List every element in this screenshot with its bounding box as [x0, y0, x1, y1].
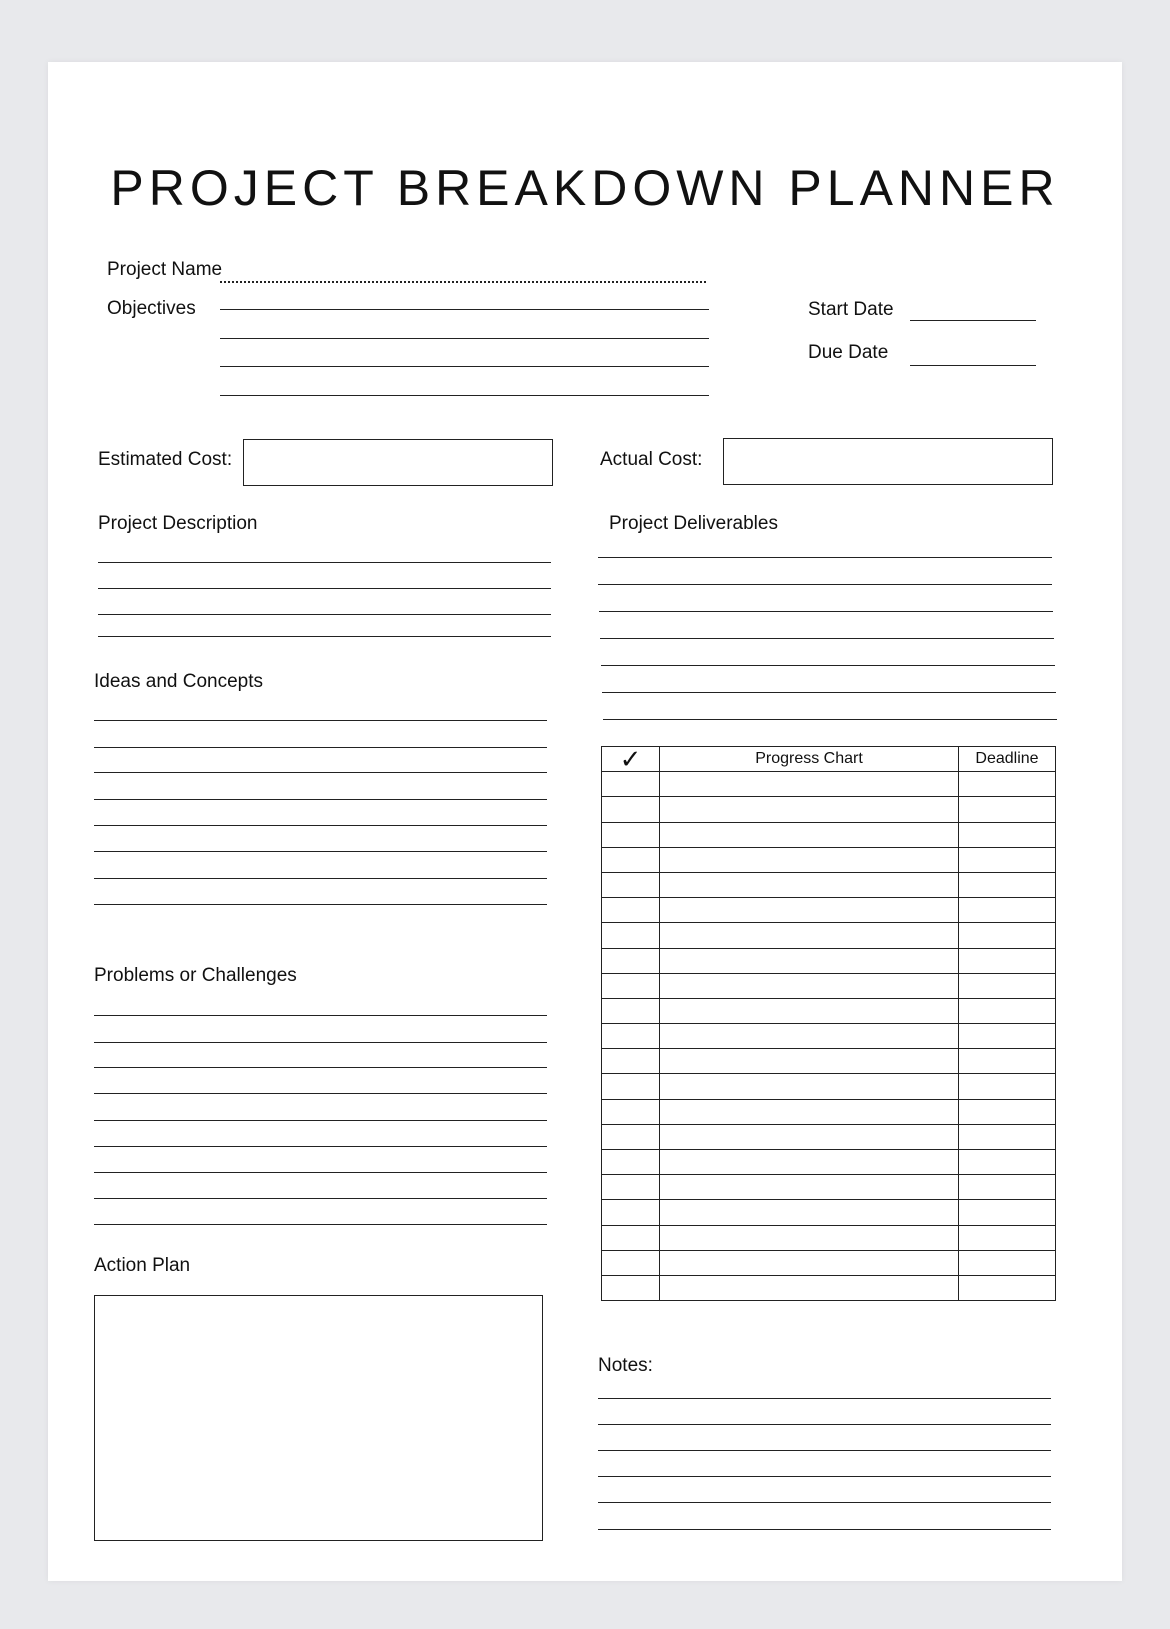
- ideas-and-concepts-line[interactable]: [94, 904, 547, 905]
- deadline-cell[interactable]: [959, 1250, 1056, 1275]
- problems-line[interactable]: [94, 1172, 547, 1173]
- progress-row: [602, 1250, 1056, 1275]
- checkbox-cell[interactable]: [602, 973, 660, 998]
- deadline-cell[interactable]: [959, 1275, 1056, 1300]
- deadline-cell[interactable]: [959, 973, 1056, 998]
- deadline-cell[interactable]: [959, 923, 1056, 948]
- progress-cell[interactable]: [660, 898, 959, 923]
- deadline-cell[interactable]: [959, 1099, 1056, 1124]
- progress-row: [602, 1200, 1056, 1225]
- project-description-line[interactable]: [98, 636, 551, 637]
- problems-or-challenges-label: Problems or Challenges: [94, 965, 297, 986]
- ideas-and-concepts-line[interactable]: [94, 772, 547, 773]
- actual-cost-field[interactable]: [723, 438, 1053, 485]
- progress-cell[interactable]: [660, 1049, 959, 1074]
- project-deliverables-line[interactable]: [600, 638, 1054, 639]
- objectives-line[interactable]: [220, 366, 709, 367]
- problems-line[interactable]: [94, 1146, 547, 1147]
- project-description-line[interactable]: [98, 588, 551, 589]
- progress-row: [602, 948, 1056, 973]
- problems-line[interactable]: [94, 1224, 547, 1225]
- planner-sheet: [48, 62, 1122, 1581]
- deadline-cell[interactable]: [959, 1175, 1056, 1200]
- progress-row: [602, 872, 1056, 897]
- problems-line[interactable]: [94, 1042, 547, 1043]
- progress-row: [602, 1024, 1056, 1049]
- progress-row: [602, 1175, 1056, 1200]
- progress-cell[interactable]: [660, 1150, 959, 1175]
- progress-cell[interactable]: [660, 872, 959, 897]
- progress-row: [602, 822, 1056, 847]
- deadline-cell[interactable]: [959, 1200, 1056, 1225]
- deadline-cell[interactable]: [959, 872, 1056, 897]
- checkbox-cell[interactable]: [602, 822, 660, 847]
- deadline-cell[interactable]: [959, 1074, 1056, 1099]
- progress-cell[interactable]: [660, 948, 959, 973]
- checkbox-cell[interactable]: [602, 872, 660, 897]
- project-deliverables-label: Project Deliverables: [609, 513, 778, 534]
- ideas-and-concepts-line[interactable]: [94, 878, 547, 879]
- problems-line[interactable]: [94, 1198, 547, 1199]
- progress-row: [602, 998, 1056, 1023]
- due-date-label: Due Date: [808, 342, 889, 363]
- ideas-and-concepts-line[interactable]: [94, 747, 547, 748]
- notes-line[interactable]: [598, 1529, 1051, 1530]
- progress-cell[interactable]: [660, 1024, 959, 1049]
- notes-line[interactable]: [598, 1398, 1051, 1399]
- progress-row: [602, 1150, 1056, 1175]
- objectives-line[interactable]: [220, 338, 709, 339]
- progress-row: [602, 923, 1056, 948]
- problems-line[interactable]: [94, 1093, 547, 1094]
- action-plan-box[interactable]: [94, 1295, 543, 1541]
- deadline-cell[interactable]: [959, 1150, 1056, 1175]
- progress-row: [602, 973, 1056, 998]
- checkbox-cell[interactable]: [602, 948, 660, 973]
- deadline-header: Deadline: [959, 747, 1056, 772]
- progress-cell[interactable]: [660, 772, 959, 797]
- project-description-line[interactable]: [98, 562, 551, 563]
- notes-line[interactable]: [598, 1424, 1051, 1425]
- objectives-label: Objectives: [107, 298, 196, 319]
- checkbox-cell[interactable]: [602, 1150, 660, 1175]
- progress-cell[interactable]: [660, 923, 959, 948]
- progress-table-header: [602, 747, 1056, 772]
- deadline-cell[interactable]: [959, 847, 1056, 872]
- progress-row: [602, 1049, 1056, 1074]
- deadline-cell[interactable]: [959, 898, 1056, 923]
- checkbox-cell[interactable]: [602, 847, 660, 872]
- checkbox-cell[interactable]: [602, 1200, 660, 1225]
- ideas-and-concepts-line[interactable]: [94, 720, 547, 721]
- progress-cell[interactable]: [660, 1275, 959, 1300]
- deadline-cell[interactable]: [959, 1049, 1056, 1074]
- notes-line[interactable]: [598, 1476, 1051, 1477]
- deadline-cell[interactable]: [959, 797, 1056, 822]
- start-date-field[interactable]: [910, 320, 1036, 321]
- progress-chart-header: Progress Chart: [660, 747, 959, 772]
- progress-cell[interactable]: [660, 973, 959, 998]
- estimated-cost-field[interactable]: [243, 439, 553, 486]
- due-date-field[interactable]: [910, 365, 1036, 366]
- objectives-line[interactable]: [220, 309, 709, 310]
- ideas-and-concepts-line[interactable]: [94, 825, 547, 826]
- project-deliverables-line[interactable]: [601, 665, 1055, 666]
- ideas-and-concepts-label: Ideas and Concepts: [94, 671, 264, 692]
- ideas-and-concepts-line[interactable]: [94, 851, 547, 852]
- page-title: PROJECT BREAKDOWN PLANNER: [110, 160, 1060, 216]
- checkbox-cell[interactable]: [602, 1099, 660, 1124]
- checkbox-cell[interactable]: [602, 998, 660, 1023]
- problems-line[interactable]: [94, 1015, 547, 1016]
- project-deliverables-line[interactable]: [598, 584, 1052, 585]
- project-deliverables-line[interactable]: [599, 611, 1053, 612]
- checkbox-cell[interactable]: [602, 1024, 660, 1049]
- deadline-cell[interactable]: [959, 998, 1056, 1023]
- progress-row: [602, 1074, 1056, 1099]
- checkbox-cell[interactable]: [602, 1250, 660, 1275]
- notes-label: Notes:: [598, 1355, 653, 1376]
- progress-row: [602, 847, 1056, 872]
- progress-row: [602, 1124, 1056, 1149]
- progress-row: [602, 898, 1056, 923]
- checkbox-cell[interactable]: [602, 1049, 660, 1074]
- progress-row: [602, 797, 1056, 822]
- project-name-field[interactable]: [220, 281, 706, 283]
- progress-cell[interactable]: [660, 1250, 959, 1275]
- project-deliverables-line[interactable]: [598, 557, 1052, 558]
- progress-row: [602, 772, 1056, 797]
- checkbox-cell[interactable]: [602, 797, 660, 822]
- checkbox-cell[interactable]: [602, 1225, 660, 1250]
- checkbox-cell[interactable]: [602, 772, 660, 797]
- deadline-cell[interactable]: [959, 1024, 1056, 1049]
- checkbox-cell[interactable]: [602, 923, 660, 948]
- deadline-cell[interactable]: [959, 1124, 1056, 1149]
- progress-cell[interactable]: [660, 1200, 959, 1225]
- actual-cost-label: Actual Cost:: [600, 449, 703, 470]
- progress-cell[interactable]: [660, 1099, 959, 1124]
- project-description-line[interactable]: [98, 614, 551, 615]
- project-name-label: Project Name: [107, 259, 223, 280]
- progress-cell[interactable]: [660, 822, 959, 847]
- checkbox-cell[interactable]: [602, 1074, 660, 1099]
- notes-line[interactable]: [598, 1450, 1051, 1451]
- progress-cell[interactable]: [660, 847, 959, 872]
- progress-cell[interactable]: [660, 1175, 959, 1200]
- project-deliverables-line[interactable]: [603, 719, 1057, 720]
- problems-line[interactable]: [94, 1120, 547, 1121]
- progress-cell[interactable]: [660, 1074, 959, 1099]
- objectives-line[interactable]: [220, 395, 709, 396]
- progress-row: [602, 1099, 1056, 1124]
- progress-table: [601, 746, 1056, 1301]
- checkbox-cell[interactable]: [602, 1175, 660, 1200]
- progress-row: [602, 1225, 1056, 1250]
- progress-cell[interactable]: [660, 998, 959, 1023]
- checkbox-cell[interactable]: [602, 1124, 660, 1149]
- start-date-label: Start Date: [808, 299, 894, 320]
- progress-cell[interactable]: [660, 797, 959, 822]
- notes-line[interactable]: [598, 1502, 1051, 1503]
- checkbox-cell[interactable]: [602, 898, 660, 923]
- deadline-cell[interactable]: [959, 1225, 1056, 1250]
- project-deliverables-line[interactable]: [602, 692, 1056, 693]
- ideas-and-concepts-line[interactable]: [94, 799, 547, 800]
- progress-cell[interactable]: [660, 1225, 959, 1250]
- progress-cell[interactable]: [660, 1124, 959, 1149]
- problems-line[interactable]: [94, 1067, 547, 1068]
- checkbox-cell[interactable]: [602, 1275, 660, 1300]
- deadline-cell[interactable]: [959, 822, 1056, 847]
- progress-row: [602, 1275, 1056, 1300]
- project-description-label: Project Description: [98, 513, 258, 534]
- action-plan-label: Action Plan: [94, 1255, 191, 1276]
- progress-table-body: [602, 772, 1056, 1301]
- deadline-cell[interactable]: [959, 772, 1056, 797]
- estimated-cost-label: Estimated Cost:: [98, 449, 233, 470]
- deadline-cell[interactable]: [959, 948, 1056, 973]
- checkmark-icon: ✓: [602, 747, 660, 772]
